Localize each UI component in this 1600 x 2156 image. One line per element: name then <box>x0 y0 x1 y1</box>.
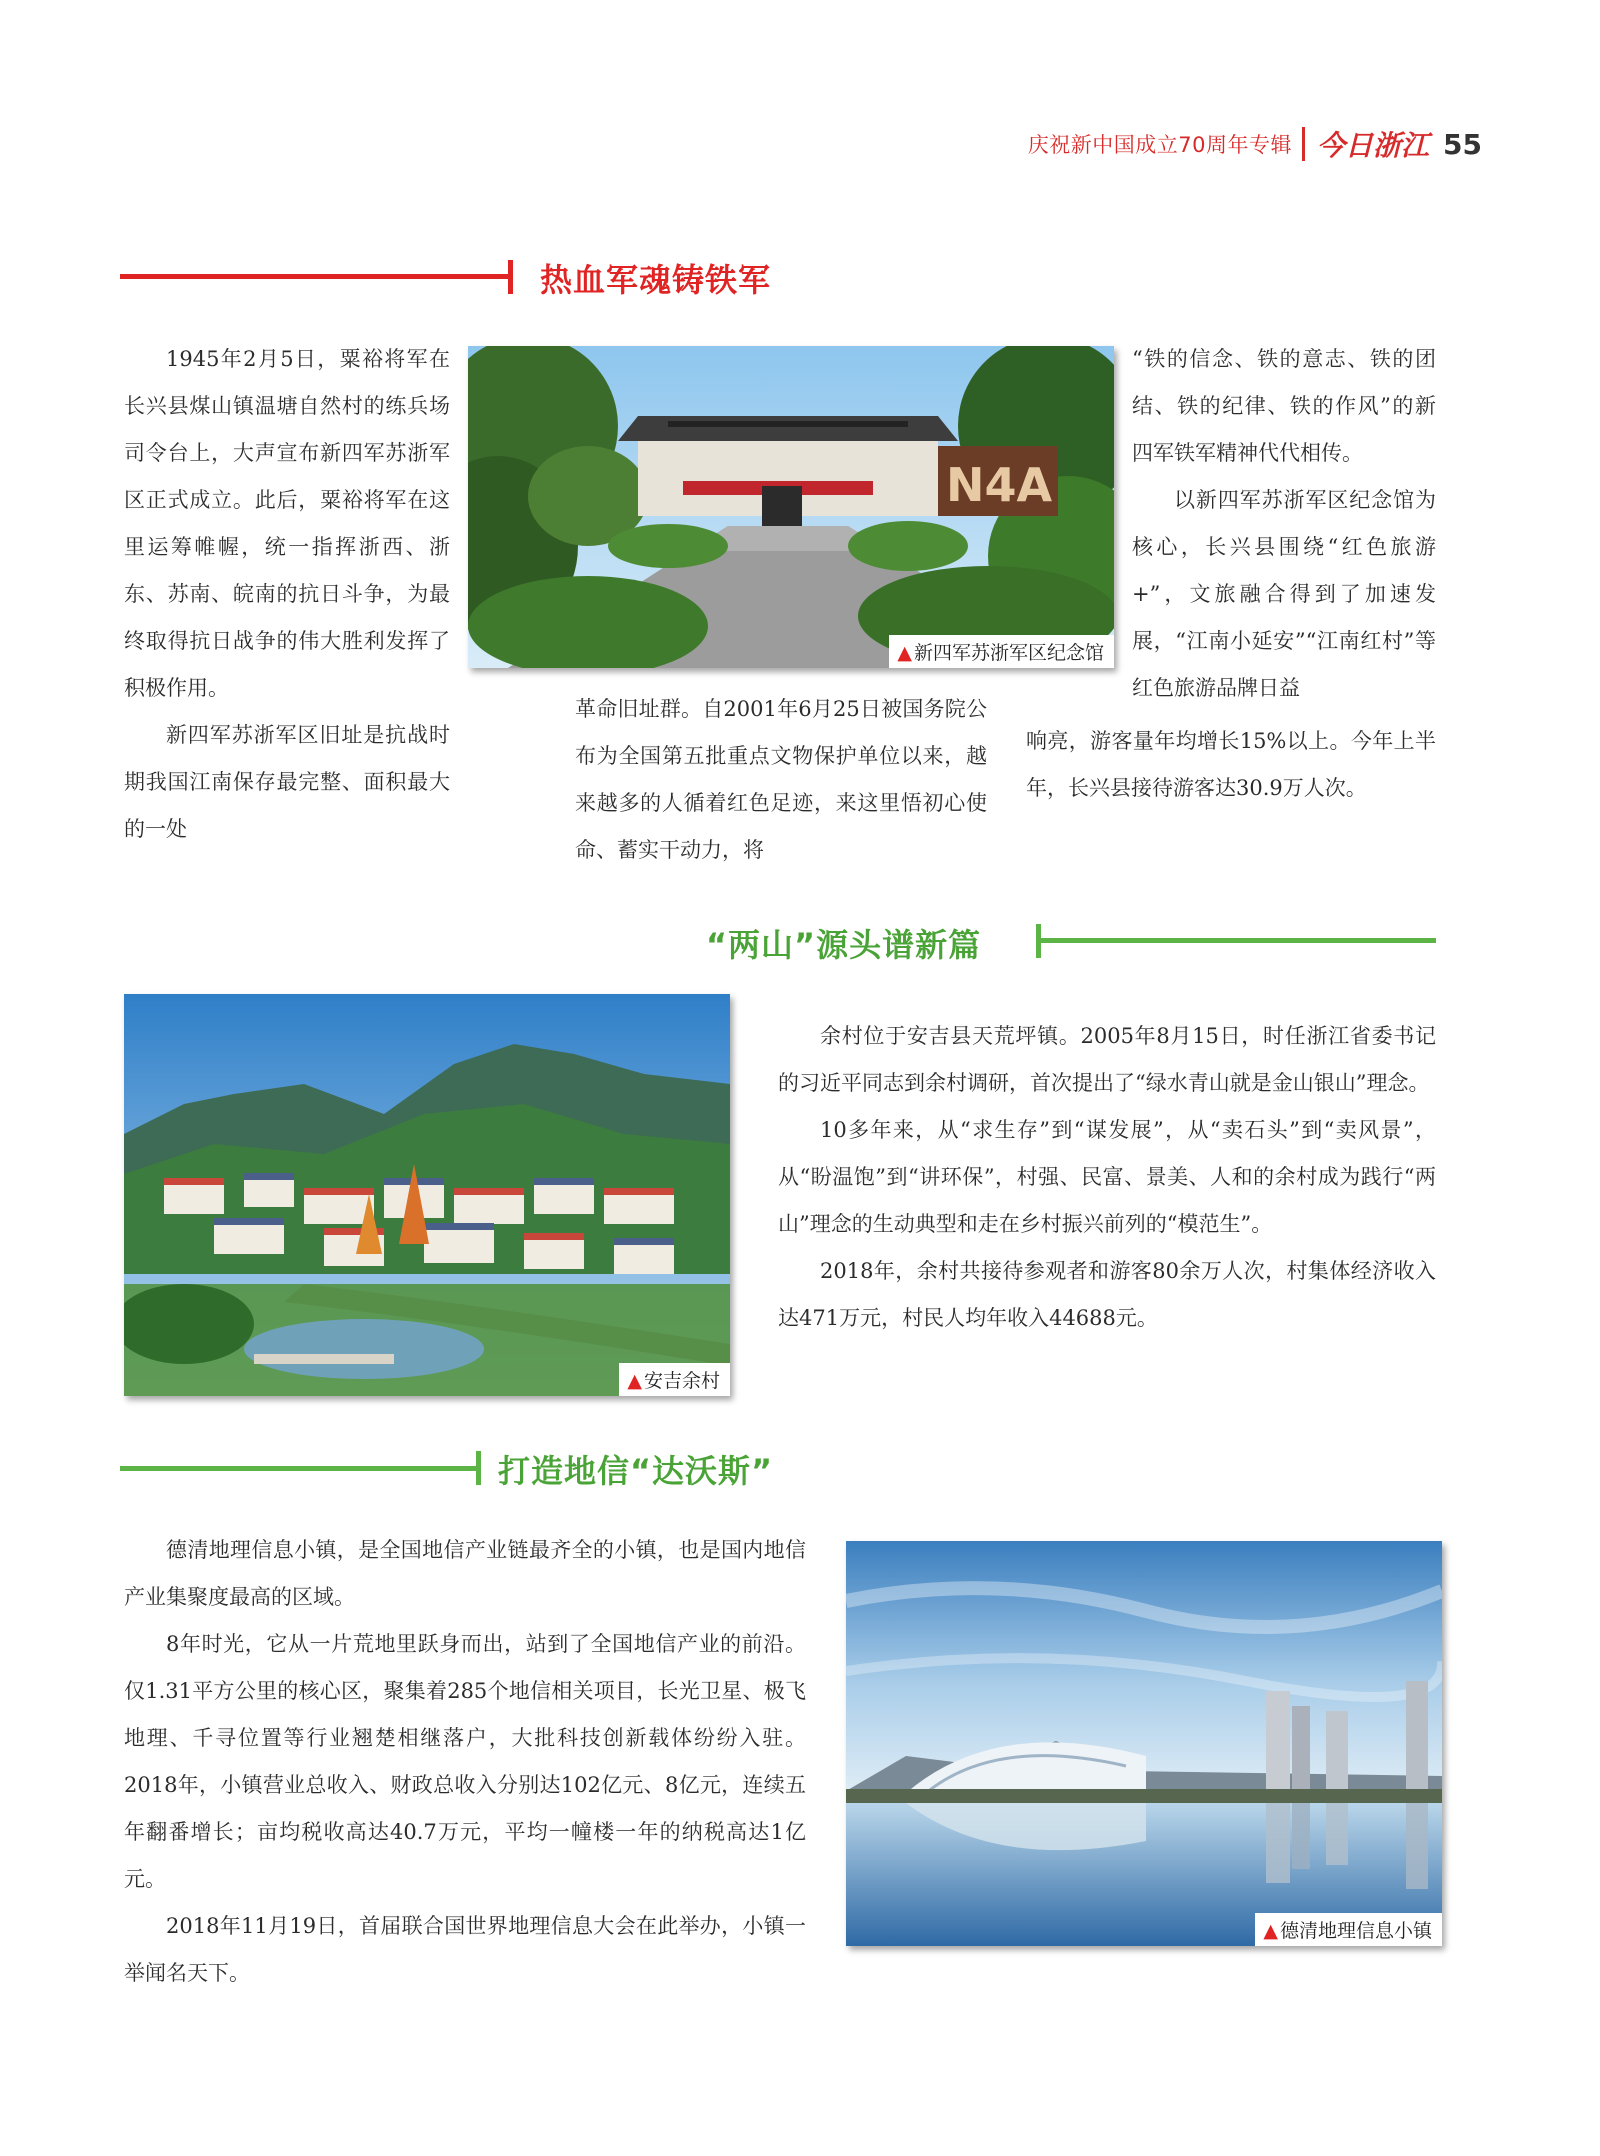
paragraph: 10多年来，从“求生存”到“谋发展”，从“卖石头”到“卖风景”，从“盼温饱”到“讲环保”，村强、民富、景美、人和的余村成为践行“两山”理念的生动典型和走在乡村振兴前列的“模范生”。 <box>778 1118 1436 1236</box>
section1-column-2 <box>575 686 987 874</box>
photo-caption: ▲ 新四军苏浙军区纪念馆 <box>889 635 1114 668</box>
paragraph: 以新四军苏浙军区纪念馆为核心，长兴县围绕“红色旅游+”，文旅融合得到了加速发展，“江南小延安”“江南红村”等红色旅游品牌日益 <box>1132 488 1436 700</box>
memorial-hall-photo <box>468 346 1114 668</box>
magazine-logo: 今日浙江 <box>1317 129 1430 162</box>
photo-caption: ▲ 德清地理信息小镇 <box>1255 1913 1442 1946</box>
paragraph: 革命旧址群。自2001年6月25日被国务院公布为全国第五批重点文物保护单位以来，越来越多的人循着红色足迹，来这里悟初心使命、蓄实干动力，将 <box>575 697 987 862</box>
section1-column-1 <box>124 336 450 853</box>
photo-caption: ▲ 安吉余村 <box>619 1363 730 1396</box>
paragraph: 1945年2月5日，粟裕将军在长兴县煤山镇温塘自然村的练兵场司令台上，大声宣布新四军苏浙军区正式成立。此后，粟裕将军在这里运筹帷幄，统一指挥浙西、浙东、苏南、皖南的抗日斗争，为最终取得抗日战争的伟大胜利发挥了积极作用。 <box>124 347 450 700</box>
section-title: 打造地信“达沃斯” <box>498 1452 774 1490</box>
heading-bar <box>476 1451 481 1485</box>
page-header <box>1028 124 1482 164</box>
heading-rule <box>1036 938 1436 943</box>
paragraph: 8年时光，它从一片荒地里跃身而出，站到了全国地信产业的前沿。仅1.31平方公里的核心区，聚集着285个地信相关项目，长光卫星、极飞地理、千寻位置等行业翘楚相继落户，大批科技创新载体纷纷入驻。2018年，小镇营业总收入、财政总收入分别达102亿元、8亿元，连续五年翻番增长；亩均税收高达40.7万元，平均一幢楼一年的纳税高达1亿元。 <box>124 1632 806 1891</box>
triangle-marker-icon: ▲ <box>1263 1920 1278 1942</box>
paragraph: 响亮，游客量年均增长15%以上。今年上半年，长兴县接待游客达30.9万人次。 <box>1026 729 1436 800</box>
paragraph: “铁的信念、铁的意志、铁的团结、铁的纪律、铁的作风”的新四军铁军精神代代相传。 <box>1132 347 1436 465</box>
paragraph: 2018年，余村共接待参观者和游客80余万人次，村集体经济收入达471万元，村民人均年收入44688元。 <box>778 1259 1436 1330</box>
section3-text <box>124 1527 806 1997</box>
section2-text <box>778 1013 1436 1342</box>
paragraph: 余村位于安吉县天荒坪镇。2005年8月15日，时任浙江省委书记的习近平同志到余村调研，首次提出了“绿水青山就是金山银山”理念。 <box>778 1024 1436 1095</box>
section1-column-3 <box>1132 336 1436 712</box>
section-title: 热血军魂铸铁军 <box>540 261 772 299</box>
heading-bar <box>508 260 513 294</box>
deqing-town-photo <box>846 1541 1442 1946</box>
yucun-village-photo <box>124 994 730 1396</box>
paragraph: 2018年11月19日，首届联合国世界地理信息大会在此举办，小镇一举闻名天下。 <box>124 1914 806 1985</box>
page-number: 55 <box>1443 127 1482 161</box>
paragraph: 新四军苏浙军区旧址是抗战时期我国江南保存最完整、面积最大的一处 <box>124 723 450 841</box>
header-divider <box>1302 127 1305 161</box>
special-issue-label: 庆祝新中国成立70周年专辑 <box>1027 133 1293 157</box>
heading-rule <box>120 1466 480 1471</box>
triangle-marker-icon: ▲ <box>627 1370 642 1392</box>
section-title: “两山”源头谱新篇 <box>706 926 982 964</box>
heading-rule <box>120 274 512 279</box>
paragraph: 德清地理信息小镇，是全国地信产业链最齐全的小镇，也是国内地信产业集聚度最高的区域。 <box>124 1538 806 1609</box>
n4a-sign: N4A <box>946 458 1053 512</box>
triangle-marker-icon: ▲ <box>897 642 912 664</box>
section1-column-3-tail <box>1026 718 1436 812</box>
